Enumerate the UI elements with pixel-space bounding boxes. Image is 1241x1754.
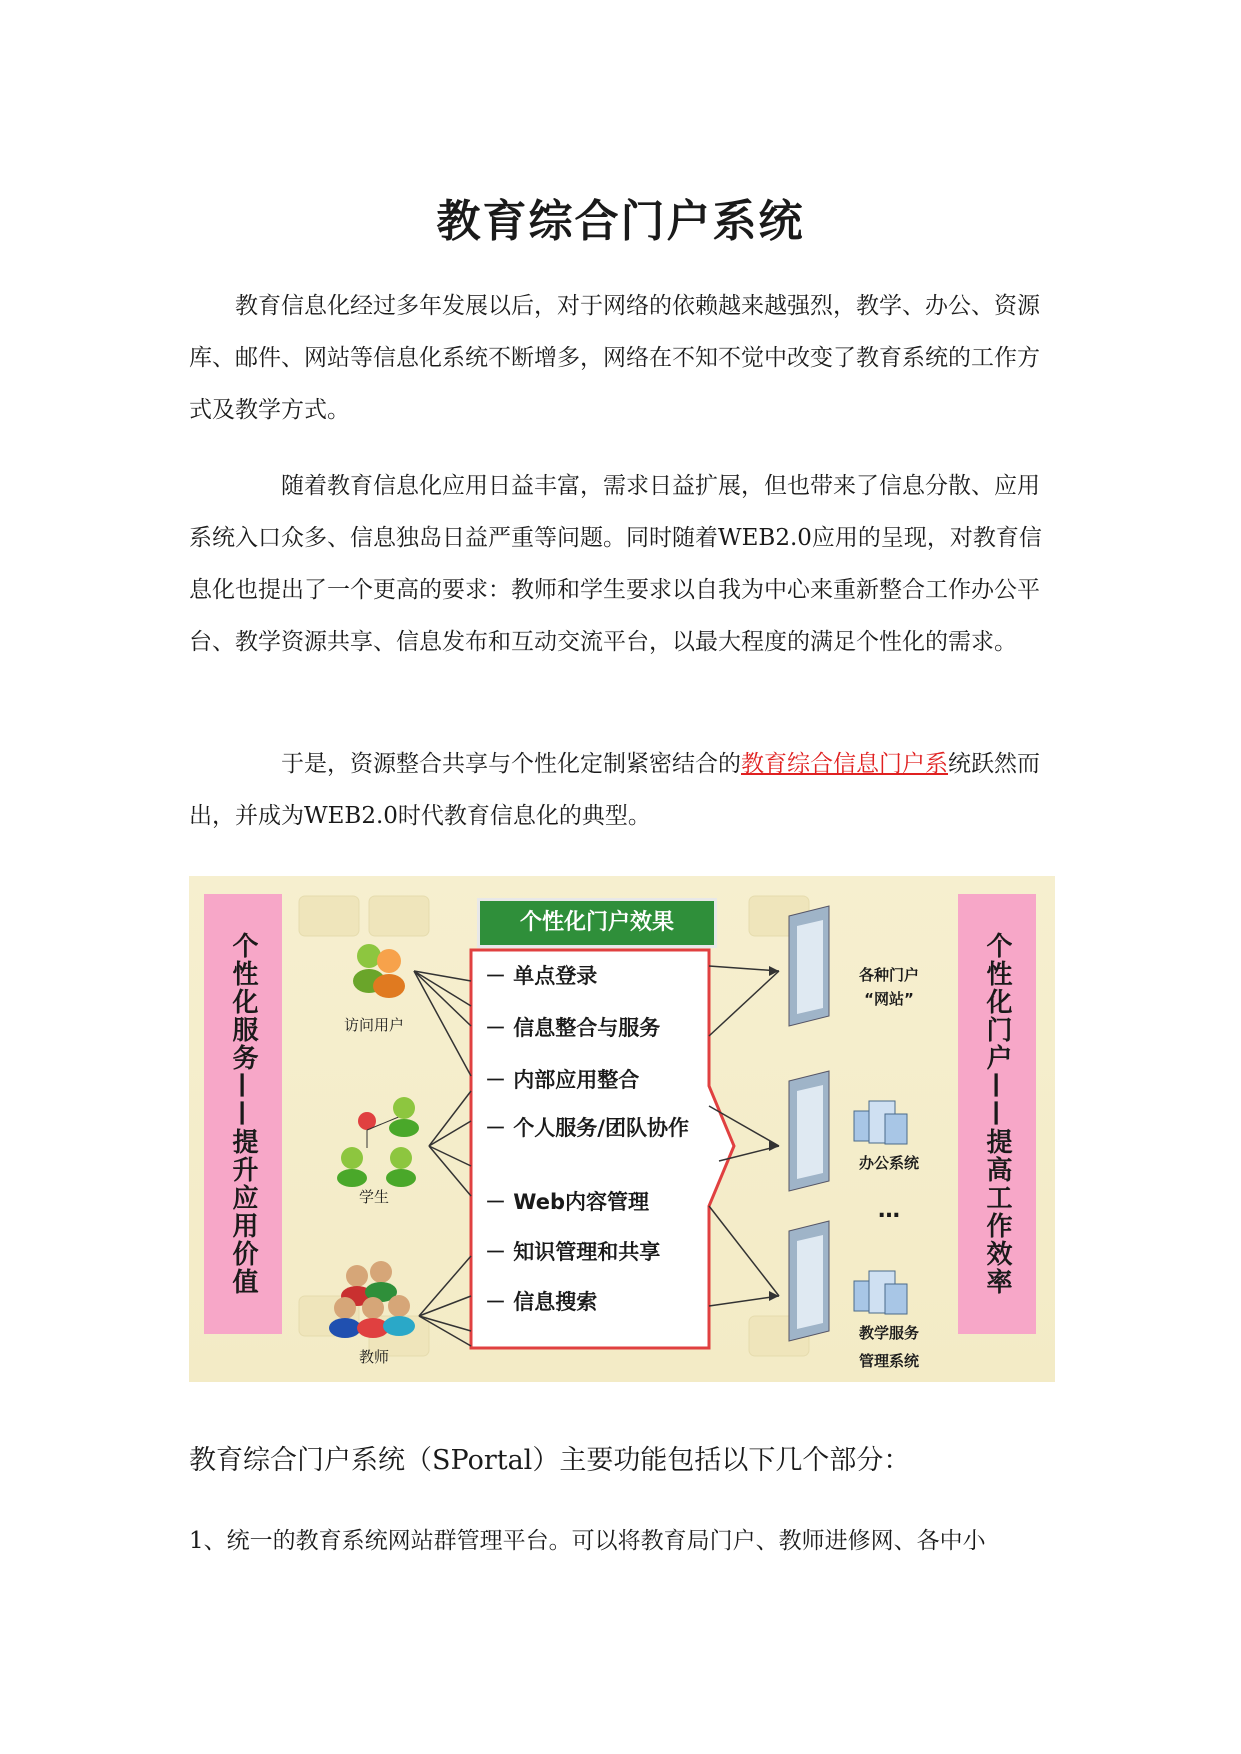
- student-label: 学生: [358, 1188, 389, 1206]
- ellipsis-label: …: [878, 1198, 900, 1223]
- feature-item: － 单点登录: [485, 964, 598, 988]
- office-system-label: 办公系统: [858, 1154, 919, 1172]
- feature-item: － 个人服务/团队协作: [485, 1116, 689, 1140]
- portal-effect-header: 个性化门户效果: [477, 898, 717, 948]
- portal-system-link[interactable]: 教育综合信息门户系: [741, 751, 948, 777]
- intro-paragraph: 教育信息化经过多年发展以后，对于网络的依赖越来越强烈，教学、办公、资源库、邮件、网站等信息化系统不断增多，网络在不知不觉中改变了教育系统的工作方式及教学方式。: [189, 293, 1040, 423]
- feature-item: － Web内容管理: [485, 1190, 650, 1214]
- page-title: 教育综合门户系统: [436, 196, 805, 247]
- teaching-system-label-2: 管理系统: [858, 1352, 919, 1370]
- solution-text-end: 统跃然而出，并成为WEB2.0时代教育信息化的典型。: [189, 751, 1040, 829]
- teaching-server-icon: [854, 1271, 907, 1314]
- left-banner: 个性化服务——提升应用价值: [204, 894, 282, 1334]
- teaching-screen-icon: [789, 1221, 829, 1341]
- visitor-users-icon: [353, 944, 405, 998]
- section-heading: 教育综合门户系统（SPortal）主要功能包括以下几个部分：: [189, 1445, 911, 1476]
- office-server-icon: [854, 1101, 907, 1144]
- portal-sites-label-2: “网站”: [864, 990, 914, 1008]
- teaching-system-label-1: 教学服务: [858, 1324, 919, 1342]
- challenge-paragraph: 随着教育信息化应用日益丰富，需求日益扩展，但也带来了信息分散、应用系统入口众多、信息独岛日益严重等问题。同时随着WEB2.0应用的呈现，对教育信息化也提出了一个更高的要求：教师和学生要求以自我为中心来重新整合工作办公平台、教学资源共享、信息发布和互动交流平台，以最大程度的满足个性化的需求。: [189, 473, 1042, 655]
- feature-item: － 信息搜索: [485, 1290, 598, 1314]
- portal-sites-label-1: 各种门户: [858, 966, 919, 984]
- solution-text-start: 于是，资源整合共享与个性化定制紧密结合的: [281, 751, 741, 777]
- feature-item: － 信息整合与服务: [485, 1016, 661, 1040]
- list-item: 1、统一的教育系统网站群管理平台。可以将教育局门户、教师进修网、各中小: [189, 1528, 986, 1554]
- teacher-label: 教师: [358, 1348, 389, 1366]
- teacher-users-icon: [329, 1261, 415, 1338]
- portal-screen-icon: [789, 906, 829, 1026]
- feature-item: － 内部应用整合: [485, 1068, 640, 1092]
- solution-paragraph: [189, 738, 1059, 842]
- student-users-icon: [337, 1097, 419, 1187]
- right-banner: 个性化门户——提高工作效率: [958, 894, 1036, 1334]
- portal-diagram: [189, 876, 1055, 1382]
- visitor-label: 访问用户: [343, 1016, 404, 1034]
- feature-item: － 知识管理和共享: [485, 1240, 661, 1264]
- office-screen-icon: [789, 1071, 829, 1191]
